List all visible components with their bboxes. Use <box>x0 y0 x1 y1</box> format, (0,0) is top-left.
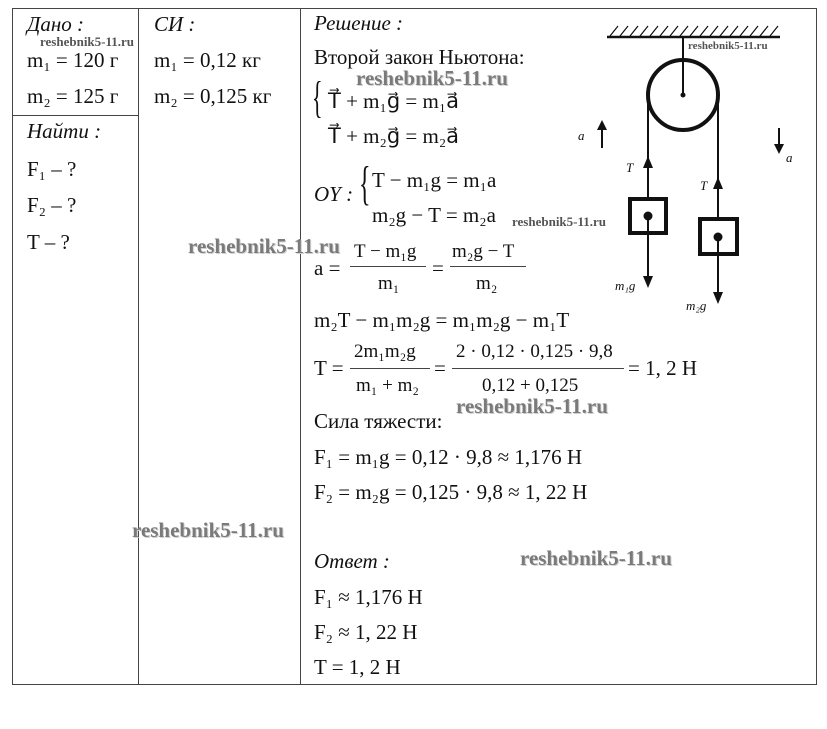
label-T-left: T⃗ <box>626 160 644 175</box>
t-fraction-numerator: 2m₁m₂g <box>354 341 416 362</box>
system-brace-1: { <box>312 73 323 122</box>
oy-label: OY : <box>314 182 354 206</box>
watermark: reshebnik5-11.ru <box>520 546 672 570</box>
t-fraction-denominator: m₁ + m₂ <box>356 375 420 396</box>
watermark: reshebnik5-11.ru <box>356 66 508 90</box>
fraction2-denominator: m₂ <box>476 273 498 294</box>
equals-sign: = <box>432 256 444 280</box>
watermark: reshebnik5-11.ru <box>40 34 135 49</box>
ceiling-hatching <box>610 26 778 36</box>
watermark: reshebnik5-11.ru <box>512 214 607 229</box>
accel-left-arrowhead <box>597 120 607 130</box>
pulley-axle <box>681 93 685 97</box>
answer-header: Ответ : <box>314 549 390 573</box>
fraction1-denominator: m₁ <box>378 273 400 294</box>
t-fraction2-numerator: 2 · 0,12 · 0,125 · 9,8 <box>456 341 613 362</box>
watermark: reshebnik5-11.ru <box>132 518 284 542</box>
label-a-right: a⃗ <box>786 150 803 165</box>
find-item-f2: F₂ – ? <box>27 193 77 217</box>
fraction2-numerator: m₂g − T <box>452 241 515 262</box>
label-m1g: m₁g⃗ <box>615 278 646 293</box>
si-header: СИ : <box>154 12 196 36</box>
oy-equation-1: T − m₁g = m₁a <box>372 168 497 192</box>
solution-header: Решение : <box>314 11 404 35</box>
f1-equation: F₁ = m₁g = 0,12 · 9,8 ≈ 1,176 Н <box>314 445 583 469</box>
label-T-right: T⃗ <box>700 178 718 193</box>
gravity-label: Сила тяжести: <box>314 409 443 433</box>
vector-equation-2: T⃗ + m₂g⃗ = m₂a⃗ <box>328 124 460 148</box>
label-m2g: m₂g⃗ <box>686 298 717 313</box>
vector-equation-1: T⃗ + m₁g⃗ = m₁a⃗ <box>328 89 460 113</box>
a-label: a = <box>314 256 341 280</box>
expanded-equation: m₂T − m₁m₂g = m₁m₂g − m₁T <box>314 308 570 332</box>
answer-f1: F₁ ≈ 1,176 Н <box>314 585 423 609</box>
f2-equation: F₂ = m₂g = 0,125 · 9,8 ≈ 1, 22 Н <box>314 480 588 504</box>
given-m2: m₂ = 125 г <box>27 84 119 108</box>
find-item-t: T – ? <box>27 230 70 254</box>
t-result: = 1, 2 Н <box>628 356 698 380</box>
given-m1: m₁ = 120 г <box>27 48 119 72</box>
watermark: reshebnik5-11.ru <box>188 234 340 258</box>
answer-f2: F₂ ≈ 1, 22 Н <box>314 620 418 644</box>
fraction1-numerator: T − m₁g <box>354 241 417 262</box>
oy-equation-2: m₂g − T = m₂a <box>372 203 496 227</box>
accel-right-arrowhead <box>774 144 784 154</box>
find-item-f1: F₁ – ? <box>27 157 77 181</box>
t-equals-sign: = <box>434 356 446 380</box>
watermark: reshebnik5-11.ru <box>688 40 768 52</box>
label-a-left: a⃗ <box>578 128 595 143</box>
given-header: Дано : <box>27 12 85 36</box>
newton-law-label: Второй закон Ньютона: <box>314 45 525 69</box>
t-fraction2-denominator: 0,12 + 0,125 <box>482 375 579 396</box>
watermark: reshebnik5-11.ru <box>456 394 608 418</box>
si-m2: m₂ = 0,125 кг <box>154 84 272 108</box>
si-m1: m₁ = 0,12 кг <box>154 48 261 72</box>
find-header: Найти : <box>27 119 102 143</box>
system-brace-2: { <box>359 157 371 210</box>
answer-t: T = 1, 2 Н <box>314 655 401 679</box>
t-label: T = <box>314 356 344 380</box>
tension-left-arrowhead <box>643 156 653 168</box>
